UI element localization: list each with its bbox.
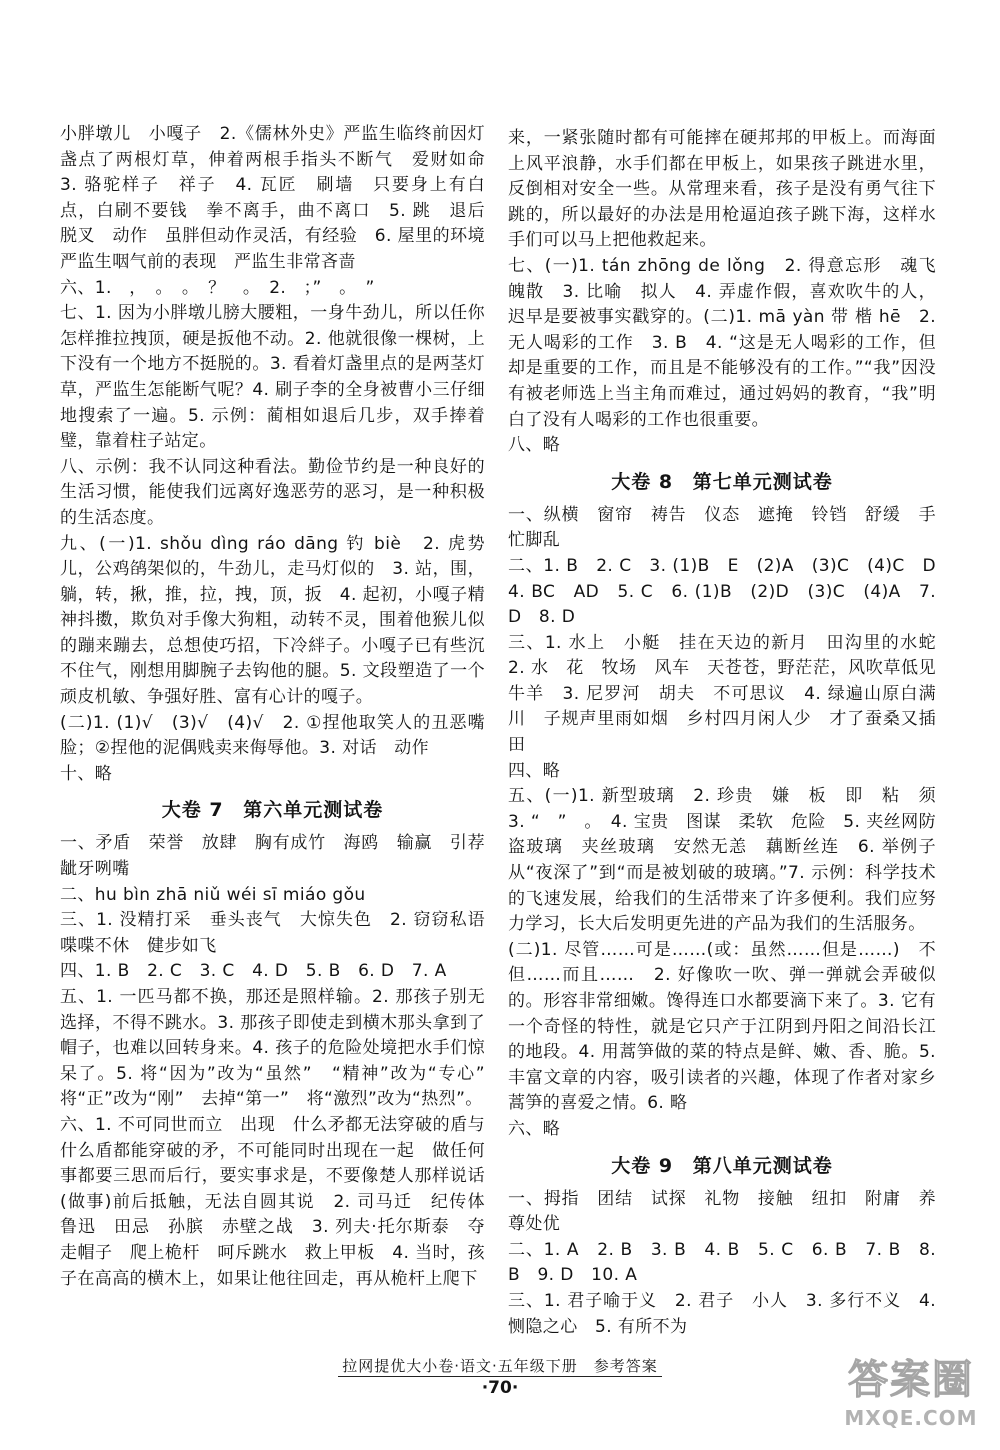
section-label: 大卷 7	[161, 799, 224, 822]
answer-paragraph: 三、1. 君子喻于义 2. 君子 小人 3. 多行不义 4. 恻隐之心 5. 有所不为	[508, 1290, 942, 1337]
watermark-main-text: 答案圈	[848, 1357, 974, 1403]
section-heading-unit-6	[60, 797, 485, 823]
answer-paragraph: 八、示例：我不认同这种看法。勤俭节约是一种良好的生活习惯，能使我们远离好逸恶劳的恶习，是一种积极的生活态度。	[60, 456, 485, 528]
page-number: ·70·	[481, 1378, 519, 1398]
watermark-logo	[836, 1354, 986, 1442]
answer-paragraph: (二)1. 尽管……可是……(或：虽然……但是……) 不但……而且…… 2. 好像吹一吹、弹一弹就会弄破似的。形容非常细嫩。馋得连口水都要滴下来了。3. 它有一个奇怪的特性，就是它只产于江阴到丹阳之间沿长江的地段。4. 用蒿笋做的菜的特点是鲜、嫩、香、脆。5. 丰富文章的内容，吸引读者的兴趣，体现了作者对家乡蒿笋的喜爱之情。6. 略	[508, 939, 942, 1114]
answer-paragraph: 十、略	[60, 763, 113, 784]
answer-paragraph: 三、1. 没精打采 垂头丧气 大惊失色 2. 窃窃私语 喋喋不休 健步如飞	[60, 910, 503, 956]
answer-paragraph: 八、略	[508, 435, 561, 456]
section-title: 第六单元测试卷	[243, 799, 384, 822]
section-heading-unit-8	[508, 1153, 936, 1179]
footer-title-text: 拉网提优大小卷·语文·五年级下册 参考答案	[338, 1357, 662, 1377]
answer-paragraph: 一、拇指 团结 试探 礼物 接触 纽扣 附庸 养尊处优	[508, 1188, 936, 1235]
answer-paragraph: 三、1. 水上 小艇 挂在天边的新月 田沟里的水蛇 2. 水 花 牧场 风车 天苍苍，野茫茫，风吹草低见牛羊 3. 尼罗河 胡夫 不可思议 4. 绿遍山原白满川 子规声里雨如烟 乡村四月闲人少 才了蚕桑又插田	[508, 632, 954, 756]
section-title: 第七单元测试卷	[692, 470, 833, 493]
right-column	[508, 126, 954, 1340]
answer-paragraph: 一、纵横 窗帘 祷告 仪态 遮掩 铃铛 舒缓 手忙脚乱	[508, 504, 936, 551]
answer-paragraph: 四、略	[508, 760, 561, 781]
answer-paragraph: 二、1. B 2. C 3. (1)B E (2)A (3)C (4)C D 4. BC AD 5. C 6. (1)B (2)D (3)C (4)A 7. D 8. D	[508, 555, 954, 628]
answer-paragraph: 七、1. 因为小胖墩儿膀大腰粗，一身牛劲儿，所以任你怎样推拉拽顶，硬是扳他不动。2. 他就很像一棵树，上下没有一个地方不挺脱的。3. 看着灯盏里点的是两茎灯草，严监生怎能断气呢？4. 刷子李的全身被曹小三仔细地搜索了一遍。5. 示例：蔺相如退后几步，双手捧着璧，靠着柱子站定。	[60, 303, 485, 452]
section-label: 大卷 9	[611, 1154, 674, 1177]
answer-paragraph: 六、1. ， 。 。 ？ 。 2. ；” 。 ”	[60, 277, 375, 298]
section-heading-unit-7	[508, 469, 936, 495]
answer-paragraph: 二、1. A 2. B 3. B 4. B 5. C 6. B 7. B 8. B 9. D 10. A	[508, 1239, 942, 1286]
left-column	[60, 122, 503, 1292]
answer-paragraph: 来，一紧张随时都有可能摔在硬邦邦的甲板上。而海面上风平浪静，水手们都在甲板上，如果孩子跳进水里，反倒相对安全一些。从常理来看，孩子是没有勇气往下跳的，所以最好的办法是用枪逼迫孩子跳下海，这样水手们可以马上把他救起来。	[508, 128, 936, 251]
answer-paragraph: 五、1. 一匹马都不换，那还是照样输。2. 那孩子别无选择，不得不跳水。3. 那孩子即使走到横木那头拿到了帽子，也难以回转身来。4. 孩子的危险处境把水手们惊呆了。5. 将“因为”改为“虽然” “精神”改为“专心” 将“正”改为“刚” 去掉“第一” 将“激烈”改为“热烈”。	[60, 987, 503, 1110]
answer-paragraph: 二、hu bìn zhā niǔ wéi sī miáo gǒu	[60, 884, 366, 905]
answer-paragraph: 六、1. 不可同世而立 出现 什么矛都无法穿破的盾与什么盾都能穿破的矛，不可能同时出现在一起 做任何事都要三思而后行，要实事求是，不要像楚人那样说话(做事)前后抵触，无法自圆其说 2. 司马迁 纪传体 鲁迅 田忌 孙膑 赤壁之战 3. 列夫·托尔斯泰 夺走帽子 爬上桅杆 呵斥跳水 救上甲板 4. 当时，孩子在高高的横木上，如果让他往回走，再从桅杆上爬下	[60, 1114, 503, 1289]
answer-paragraph: 六、略	[508, 1118, 561, 1139]
answer-paragraph: 五、(一)1. 新型玻璃 2. 珍贵 嫌 板 即 粘 须 3. “ ” 。 4. 宝贵 图谋 柔软 危险 5. 夹丝网防盗玻璃 夹丝玻璃 安然无恙 藕断丝连 6. 举例子 从“夜深了”到“而是被划破的玻璃。”7. 示例：科学技术的飞速发展，给我们的生活带来了许多便利。我们应努力学习，长大后发明更先进的产品为我们的生活服务。	[508, 786, 954, 935]
answer-paragraph: 九、(一)1. shǒu dìng ráo dāng 钓 biè 2. 虎势儿，公鸡鹐架似的，牛劲儿，走马灯似的 3. 站，围，躺，转，揪，推，拉，拽，顶，扳 4. 起初，小嘎子精神抖擞，欺负对手像大狗粗，动转不灵，围着他猴儿似的蹦来蹦去，总想使巧招，下冷絆子。小嘎子已有些沉不住气，刚想用脚腕子去钩他的腿。5. 文段塑造了一个顽皮机敏、争强好胜、富有心计的嘎子。	[60, 533, 485, 708]
answer-paragraph: (二)1. (1)√ (3)√ (4)√ 2. ①捏他取笑人的丑恶嘴脸；②捏他的泥偶贱卖来侮辱他。3. 对话 动作	[60, 712, 485, 759]
section-title: 第八单元测试卷	[692, 1154, 833, 1177]
answer-paragraph: 四、1. B 2. C 3. C 4. D 5. B 6. D 7. A	[60, 961, 447, 982]
answer-paragraph: 一、矛盾 荣誉 放肆 胸有成竹 海鸥 输赢 引荐 龇牙咧嘴	[60, 833, 503, 880]
answer-paragraph: 小胖墩儿 小嘎子 2.《儒林外史》严监生临终前因灯盏点了两根灯草，伸着两根手指头不断气 爱财如命 3. 骆驼样子 祥子 4. 瓦匠 刷墙 只要身上有白点，白刷不要钱 拳不离手，曲不离口 5. 跳 退后 脱叉 动作 虽胖但动作灵活，有经验 6. 屋里的环境 严监生咽气前的表现 严监生非常吝啬	[60, 124, 503, 272]
watermark-sub-text: MXQE.COM	[844, 1406, 978, 1430]
answer-paragraph: 七、(一)1. tán zhōng de lǒng 2. 得意忘形 魂飞魄散 3. 比喻 拟人 4. 弄虚作假，喜欢吹牛的人，迟早是要被事实戳穿的。(二)1. mā yàn 带 楷 hē 2. 无人喝彩的工作 3. B 4. “这是无人喝彩的工作，但却是重要的工作，而且是不能够没有的工作。”“我”因没有被老师选上当主角而难过，通过妈妈的教育，“我”明白了没有人喝彩的工作也很重要。	[508, 255, 942, 430]
section-label: 大卷 8	[611, 470, 674, 493]
